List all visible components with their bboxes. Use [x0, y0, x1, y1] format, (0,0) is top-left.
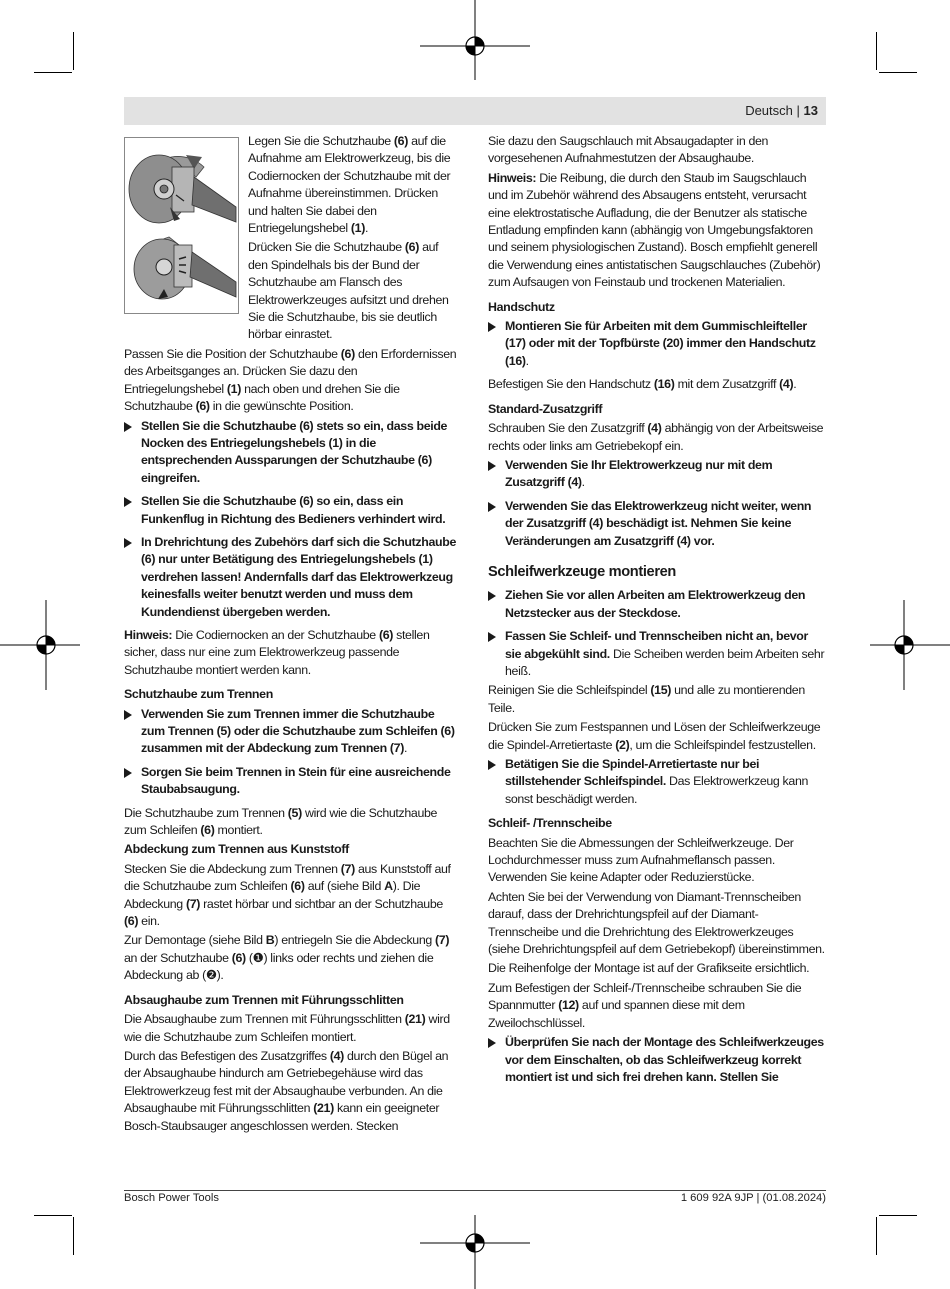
- text-run: stellen sicher, dass nur eine zum Elektrowerkzeug passende Schutzhaube montiert werden kann.: [124, 627, 430, 677]
- text-run: Reinigen Sie die Schleifspindel: [488, 683, 651, 698]
- section-heading: Abdeckung zum Trennen aus Kunststoff: [124, 842, 349, 857]
- bullet-triangle-icon: [488, 502, 496, 512]
- note-paragraph: [124, 627, 459, 679]
- crop-mark: [73, 32, 74, 70]
- text-run: wird wie die Schutzhaube zum Schleifen montiert.: [124, 1012, 450, 1044]
- ref-number: (21): [313, 1101, 334, 1116]
- ref-number: (12): [558, 998, 579, 1013]
- paragraph: [124, 861, 459, 931]
- crop-mark: [73, 1217, 74, 1255]
- text-run: ). Die Abdeckung: [124, 879, 421, 911]
- text-run: wird wie die Schutzhaube zum Schleifen: [124, 805, 438, 838]
- bullet-text: Stellen Sie die Schutzhaube (6) so ein, dass ein Funkenflug in Richtung des Bedieners verhindert wird.: [141, 494, 446, 526]
- warning-bullet: [124, 706, 459, 758]
- figure-ref: A: [384, 879, 393, 894]
- warning-bullet: [124, 493, 459, 528]
- text-run: .: [364, 221, 369, 236]
- crop-mark: [876, 1217, 877, 1255]
- bullet-text: Verwenden Sie das Elektrowerkzeug nicht weiter, wenn der Zusatzgriff (4) beschädigt ist. Nehmen Sie keine Veränderungen am Zusatzgriff (4) vor.: [505, 498, 812, 548]
- ref-number: (4): [329, 1048, 344, 1063]
- ref-number: (6): [378, 627, 394, 642]
- text-run: und alle zu montierenden Teile.: [488, 683, 805, 715]
- text-run: Befestigen Sie den Handschutz: [488, 377, 654, 392]
- warning-bullet: [124, 764, 459, 799]
- note-label: Hinweis:: [488, 170, 537, 185]
- bullet-text: Stellen Sie die Schutzhaube (6) stets so ein, dass beide Nocken des Entriegelungshebels (1) in die entsprechenden Aussparungen der Schutzhaube (6) eingreifen.: [141, 418, 448, 485]
- text-run: rastet hörbar und sichtbar an der Schutzhaube: [200, 896, 443, 911]
- text-run: montiert.: [214, 823, 263, 838]
- warning-bullet: [488, 628, 827, 680]
- bullet-triangle-icon: [488, 760, 496, 770]
- section-heading: Handschutz: [488, 299, 555, 314]
- text-run: Stecken Sie die Abdeckung zum Trennen: [124, 861, 341, 876]
- text-run: auf den Spindelhals bis der Bund der Schutzhaube am Flansch des Elektrowerkzeuges aufsitzt und drehen Sie die Schutzhaube, bis sie deutlich hörbar einrastet.: [248, 240, 449, 342]
- ref-number: (21): [404, 1012, 426, 1027]
- warning-bullet: [488, 318, 827, 370]
- text-run: (❶) links oder rechts und ziehen die Abdeckung ab (❷).: [124, 950, 434, 983]
- ref-number: (7): [185, 896, 201, 911]
- text-run: Drücken Sie zum Festspannen und Lösen der Schleifwerkzeuge die Spindel-Arretiertaste: [488, 720, 821, 752]
- paragraph: [124, 1011, 459, 1046]
- bullet-text: Montieren Sie für Arbeiten mit dem Gummischleifteller (17) oder mit der Topfbürste (20) immer den Handschutz (16): [505, 319, 816, 368]
- text-run: ) entriegeln Sie die Abdeckung: [274, 933, 436, 948]
- warning-bullet: [124, 534, 459, 621]
- footer-brand: Bosch Power Tools: [124, 1192, 219, 1204]
- text-run: an der Schutzhaube: [124, 950, 232, 965]
- text-run: Das Elektrowerkzeug kann sonst beschädigt werden.: [505, 774, 809, 806]
- text-run: Die Codiernocken an der Schutzhaube: [172, 627, 379, 642]
- bullet-triangle-icon: [488, 591, 496, 601]
- text-run: Passen Sie die Position der Schutzhaube: [124, 346, 341, 361]
- text-run: den Erfordernissen des Arbeitsganges an. Drücken Sie dazu den Entriegelungshebel: [124, 346, 457, 396]
- bullet-triangle-icon: [488, 1038, 496, 1048]
- text-run: Zur Demontage (siehe Bild: [124, 933, 266, 948]
- text-run: in die gewünschte Position.: [209, 399, 354, 414]
- warning-bullet: [488, 498, 827, 550]
- text-run: nach oben und drehen Sie die Schutzhaube: [124, 381, 400, 414]
- bullet-text: In Drehrichtung des Zubehörs darf sich die Schutzhaube (6) nur unter Betätigung des Entriegelungshebels (1) verdrehen lassen! Andernfalls darf das Elektrowerkzeug keinesfalls weiter benutzt werden und muss dem Kundendienst übergeben werden.: [141, 534, 457, 619]
- warning-bullet: [488, 457, 827, 492]
- text-run: ein.: [138, 914, 160, 929]
- footer-doc-id: 1 609 92A 9JP | (01.08.2024): [680, 1192, 826, 1204]
- crop-mark: [879, 1215, 917, 1216]
- ref-number: (7): [340, 861, 355, 876]
- bullet-triangle-icon: [488, 322, 496, 332]
- header-separator: |: [796, 103, 800, 118]
- bullet-text: Sorgen Sie beim Trennen in Stein für eine ausreichende Staubabsaugung.: [141, 764, 451, 797]
- text-run: .: [793, 377, 797, 392]
- text-run: kann ein geeigneter Bosch-Staubsauger angeschlossen werden. Stecken: [124, 1101, 440, 1133]
- ref-number: (1): [350, 221, 365, 236]
- text-run: .: [404, 741, 408, 756]
- bullet-text: Verwenden Sie zum Trennen immer die Schutzhaube zum Trennen (5) oder die Schutzhaube zum Schleifen (6) zusammen mit der Abdeckung zum Trennen (7): [141, 706, 455, 756]
- ref-number: (6): [124, 914, 139, 929]
- text-run: Zum Befestigen der Schleif-/Trennscheibe schrauben Sie die Spannmutter: [488, 980, 802, 1013]
- text-run: .: [525, 353, 529, 368]
- text-run: Drücken Sie die Schutzhaube: [248, 240, 405, 255]
- header-text: [745, 103, 818, 118]
- section-title: Schleifwerkzeuge montieren: [488, 563, 676, 580]
- paragraph: [488, 420, 827, 455]
- crop-mark: [879, 72, 917, 73]
- text-run: auf die Aufnahme am Elektrowerkzeug, bis die Codiernocken der Schutzhaube mit der Aufnahme übereinstimmen. Drücken und halten Sie dabei den Entriegelungshebel: [248, 134, 451, 236]
- registration-mark-right: [870, 600, 950, 690]
- ref-number: (6): [195, 399, 210, 414]
- ref-number: (5): [287, 805, 302, 820]
- paragraph: Achten Sie bei der Verwendung von Diamant-Trennscheiben darauf, dass der Drehrichtungspfeil auf der Diamant-Trennscheibe und die Drehrichtung des Elektrowerkzeuges (siehe Drehrichtungspfeil auf dem Getriebekopf) übereinstimmen.: [488, 889, 825, 957]
- warning-bullet: [488, 1034, 827, 1086]
- ref-number: (6): [404, 240, 419, 255]
- intro-paragraph-2: [248, 239, 459, 343]
- paragraph: Beachten Sie die Abmessungen der Schleifwerkzeuge. Der Lochdurchmesser muss zum Aufnahmeflansch passen. Verwenden Sie keine Adapter oder Reduzierstücke.: [488, 835, 794, 885]
- ref-number: (15): [650, 683, 672, 698]
- page-number: 13: [803, 103, 818, 118]
- ref-number: (4): [647, 421, 662, 436]
- text-run: Die Scheiben werden beim Arbeiten sehr heiß.: [505, 646, 825, 678]
- registration-mark-bottom: [420, 1215, 530, 1289]
- crop-mark: [34, 1215, 72, 1216]
- text-run: , um die Schleifspindel festzustellen.: [629, 737, 816, 752]
- paragraph: [124, 346, 459, 416]
- paragraph: [124, 1048, 459, 1135]
- crop-mark: [876, 32, 877, 70]
- bullet-text: Verwenden Sie Ihr Elektrowerkzeug nur mit dem Zusatzgriff (4): [505, 457, 773, 490]
- crop-mark: [34, 72, 72, 73]
- left-column: [124, 133, 459, 1137]
- bullet-triangle-icon: [488, 632, 496, 642]
- page-header: [124, 97, 826, 125]
- bullet-triangle-icon: [488, 461, 496, 471]
- text-run: abhängig von der Arbeitsweise rechts oder links am Getriebekopf ein.: [488, 421, 824, 453]
- paragraph: [124, 805, 459, 840]
- ref-number: (1): [226, 381, 241, 396]
- text-run: auf und spannen diese mit dem Zweilochschlüssel.: [488, 998, 745, 1030]
- ref-number: (4): [779, 377, 794, 392]
- note-label: Hinweis:: [124, 627, 173, 642]
- text-run: aus Kunststoff auf die Schutzhaube zum Schleifen: [124, 861, 451, 894]
- intro-paragraph: [248, 133, 459, 237]
- figure-ref: B: [265, 933, 275, 948]
- bullet-triangle-icon: [124, 538, 132, 548]
- bullet-text: Betätigen Sie die Spindel-Arretiertaste nur bei stillstehender Schleifspindel.: [505, 757, 760, 789]
- registration-mark-left: [0, 600, 80, 690]
- footer-rule: [124, 1190, 826, 1191]
- note-paragraph: [488, 170, 827, 292]
- paragraph: [488, 376, 827, 393]
- text-run: durch den Bügel an der Absaughaube hindurch am Getriebegehäuse wird das Elektrowerkzeug fest mit der Absaughaube verbunden. An die Absaughaube mit Führungsschlitten: [124, 1048, 449, 1116]
- text-run: Durch das Befestigen des Zusatzgriffes: [124, 1048, 330, 1063]
- bullet-text: Überprüfen Sie nach der Montage des Schleifwerkzeuges vor dem Einschalten, ob das Schleifwerkzeug korrekt montiert ist und sich frei drehen kann. Stellen Sie: [505, 1035, 824, 1084]
- paragraph: [488, 682, 827, 717]
- paragraph: [488, 980, 827, 1032]
- section-heading: Schutzhaube zum Trennen: [124, 687, 273, 702]
- text-run: auf (siehe Bild: [304, 879, 385, 894]
- text-run: mit dem Zusatzgriff: [674, 377, 780, 392]
- section-heading: Standard-Zusatzgriff: [488, 401, 603, 416]
- text-run: Die Reibung, die durch den Staub im Saugschlauch und im Zubehör während des Absaugens entsteht, verursacht eine elektrostatische Aufladung, die der Benutzer als statische Entladung empfinden kann (abhängig von Umgebungsfaktoren und seinem physiologischen Zustand). Bosch empfiehlt generell die Verwendung eines antistatischen Saugschlauches (Zubehör) zum Aufsaugen von Feinstaub und trockenen Materialien.: [488, 170, 821, 290]
- section-heading: Absaughaube zum Trennen mit Führungsschlitten: [124, 992, 404, 1007]
- text-run: Schrauben Sie den Zusatzgriff: [488, 421, 648, 436]
- ref-number: (6): [290, 879, 305, 894]
- ref-number: (6): [393, 134, 408, 148]
- ref-number: (6): [200, 823, 215, 838]
- warning-bullet: [488, 587, 827, 622]
- bullet-text: Fassen Sie Schleif- und Trennscheiben nicht an, bevor sie abgekühlt sind.: [505, 629, 808, 661]
- ref-number: (16): [653, 377, 675, 392]
- paragraph: Sie dazu den Saugschlauch mit Absaugadapter in den vorgesehenen Aufnahmestutzen der Absaughaube.: [488, 134, 769, 166]
- header-language: Deutsch: [745, 103, 793, 118]
- paragraph: [124, 932, 459, 984]
- ref-number: (2): [615, 737, 630, 752]
- right-column: [488, 133, 827, 1092]
- text-run: Die Absaughaube zum Trennen mit Führungsschlitten: [124, 1012, 405, 1027]
- text-run: Die Schutzhaube zum Trennen: [124, 805, 288, 820]
- bullet-triangle-icon: [124, 768, 132, 778]
- bullet-triangle-icon: [124, 710, 132, 720]
- section-heading: Schleif- /Trennscheibe: [488, 816, 612, 831]
- text-run: .: [581, 475, 585, 490]
- warning-bullet: [488, 756, 827, 808]
- ref-number: (6): [340, 346, 355, 361]
- bullet-triangle-icon: [124, 422, 132, 432]
- paragraph: Die Reihenfolge der Montage ist auf der Grafikseite ersichtlich.: [488, 961, 810, 976]
- warning-bullet: [124, 418, 459, 488]
- paragraph: [488, 719, 827, 754]
- ref-number: (7): [435, 933, 450, 948]
- bullet-text: Ziehen Sie vor allen Arbeiten am Elektrowerkzeug den Netzstecker aus der Steckdose.: [505, 588, 806, 620]
- text-run: Legen Sie die Schutzhaube: [248, 134, 394, 148]
- ref-number: (6): [231, 950, 246, 965]
- bullet-triangle-icon: [124, 497, 132, 507]
- registration-mark-top: [420, 0, 530, 80]
